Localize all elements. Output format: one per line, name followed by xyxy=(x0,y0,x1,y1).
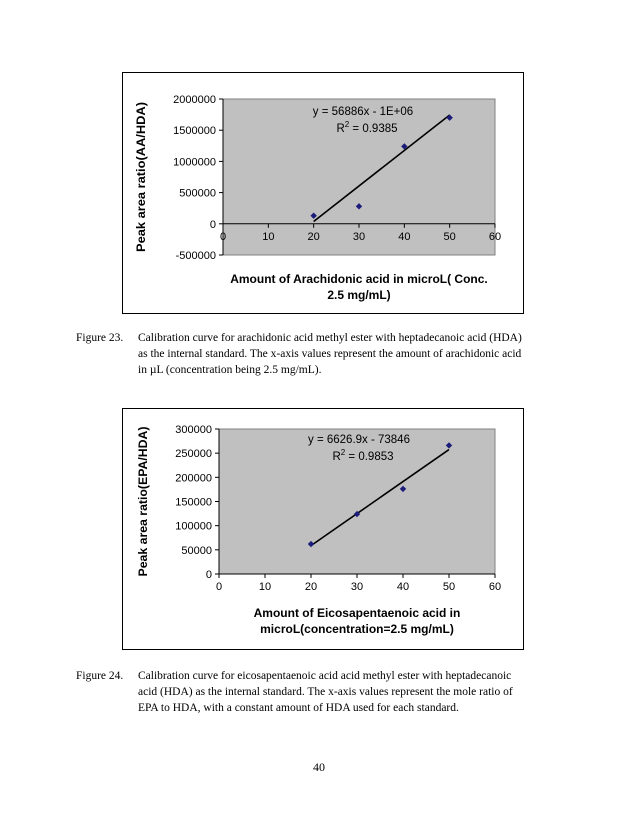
chart-arachidonic-svg xyxy=(123,73,523,313)
x-axis-label: Amount of Arachidonic acid in microL( Conc. xyxy=(230,272,488,286)
y-tick-label: 50000 xyxy=(181,544,212,557)
x-tick-label: 20 xyxy=(304,581,318,593)
caption-number: Figure 23. xyxy=(76,332,124,344)
y-tick-label: 150000 xyxy=(175,496,212,509)
x-tick-label: 60 xyxy=(488,581,502,593)
y-tick-label: 1000000 xyxy=(173,156,216,169)
x-tick-label: 0 xyxy=(215,581,223,593)
caption-number: Figure 24. xyxy=(76,670,124,682)
y-tick-label: 250000 xyxy=(175,448,212,461)
caption-line: in µL (concentration being 2.5 mg/mL). xyxy=(138,364,322,376)
x-tick-label: 0 xyxy=(219,230,227,243)
y-tick-label: -500000 xyxy=(175,250,216,262)
x-tick-label: 50 xyxy=(443,230,456,243)
r-squared-label: $R^2 = 0.9853$ xyxy=(332,448,394,463)
caption-line: EPA to HDA, with a constant amount of HDA used for each standard. xyxy=(138,702,459,714)
y-tick-label: 0 xyxy=(205,569,212,581)
x-tick-label: 10 xyxy=(258,581,272,593)
x-tick-label: 50 xyxy=(442,581,456,593)
y-tick-label: 2000000 xyxy=(173,94,216,106)
r-squared-label: $R^2 = 0.9385$ xyxy=(336,120,398,135)
caption-line: Calibration curve for eicosapentaenoic acid acid methyl ester with heptadecanoic xyxy=(138,670,512,682)
x-tick-label: 40 xyxy=(398,230,411,243)
y-tick-label: 200000 xyxy=(175,472,212,485)
x-tick-label: 20 xyxy=(307,230,320,243)
chart-eicosapentaenoic-svg xyxy=(123,409,523,649)
trendline-equation: y = 56886x - 1E+06 xyxy=(312,106,414,118)
caption-figure-23 xyxy=(76,330,596,378)
caption-line: Calibration curve for arachidonic acid methyl ester with heptadecanoic acid (HDA) xyxy=(138,332,522,344)
x-axis-label: Amount of Eicosapentaenoic acid in xyxy=(253,606,461,620)
y-tick-label: 1500000 xyxy=(173,125,216,138)
x-tick-label: 10 xyxy=(262,230,275,243)
chart-arachidonic xyxy=(122,72,524,314)
caption-line: as the internal standard. The x-axis values represent the amount of arachidonic acid xyxy=(138,348,522,360)
x-tick-label: 30 xyxy=(352,230,366,243)
x-axis-label: 2.5 mg/mL) xyxy=(327,288,391,302)
trendline-equation: y = 6626.9x - 73846 xyxy=(308,434,410,446)
y-tick-label: 300000 xyxy=(175,424,212,436)
y-tick-label: 500000 xyxy=(179,187,216,200)
y-axis-label: Peak area ratio(EPA/HDA) xyxy=(138,436,150,577)
caption-figure-24 xyxy=(76,668,596,716)
y-tick-label: 100000 xyxy=(175,520,212,533)
y-axis-label: Peak area ratio(AA/HDA) xyxy=(136,117,148,252)
caption-line: acid (HDA) as the internal standard. The x-axis values represent the mole ratio of xyxy=(138,686,513,698)
x-tick-label: 30 xyxy=(350,581,364,593)
y-tick-label: 0 xyxy=(209,218,216,231)
x-axis-label: microL(concentration=2.5 mg/mL) xyxy=(260,622,454,636)
page-number: 40 xyxy=(313,760,325,774)
x-tick-label: 60 xyxy=(488,230,502,243)
x-tick-label: 40 xyxy=(396,581,410,593)
chart-eicosapentaenoic xyxy=(122,408,524,650)
